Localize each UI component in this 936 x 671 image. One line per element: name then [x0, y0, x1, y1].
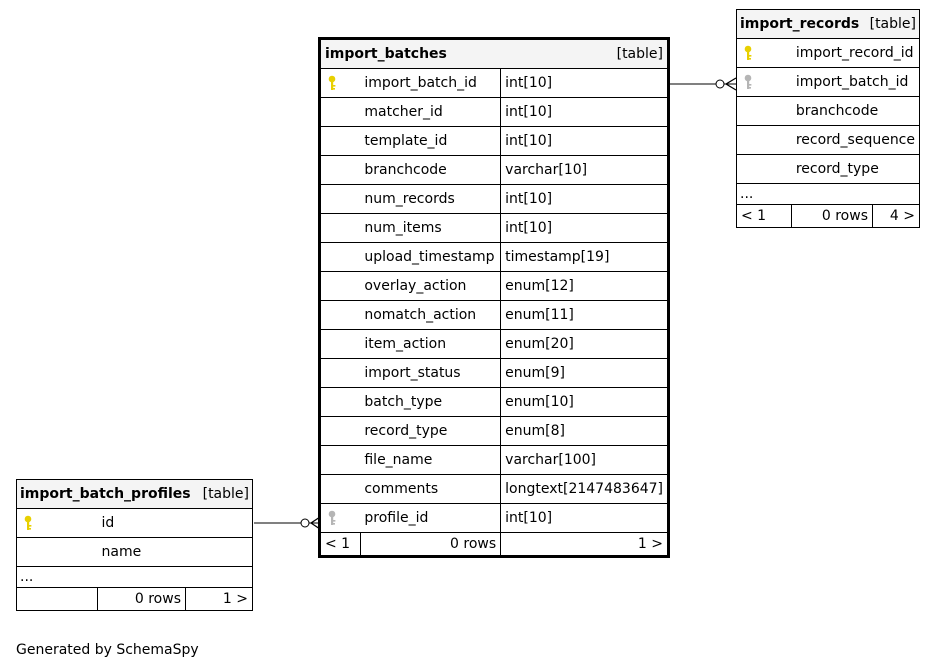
table-footer: [320, 533, 669, 557]
column-type: int[10]: [501, 504, 669, 533]
table-name[interactable]: import_batches: [325, 46, 447, 62]
zero-marker: [301, 519, 309, 527]
column-type: timestamp[19]: [501, 243, 669, 272]
column-name[interactable]: upload_timestamp: [360, 243, 500, 272]
column-type: int[10]: [501, 98, 669, 127]
foreign-key-icon: [327, 510, 337, 526]
key-cell: [320, 185, 361, 214]
column-row[interactable]: [737, 126, 920, 155]
column-type: enum[12]: [501, 272, 669, 301]
column-type: int[10]: [501, 69, 669, 98]
column-row[interactable]: [320, 127, 669, 156]
edge-batches-to-records: [670, 78, 736, 90]
column-name[interactable]: matcher_id: [360, 98, 500, 127]
column-type: enum[9]: [501, 359, 669, 388]
column-row[interactable]: [320, 446, 669, 475]
column-name[interactable]: import_record_id: [792, 39, 920, 68]
column-type: int[10]: [501, 127, 669, 156]
column-name[interactable]: import_batch_id: [792, 68, 920, 97]
column-row[interactable]: [320, 69, 669, 98]
key-cell: [17, 509, 98, 538]
column-type: varchar[100]: [501, 446, 669, 475]
key-cell: [320, 446, 361, 475]
table-name[interactable]: import_batch_profiles: [20, 486, 191, 502]
column-type: longtext[2147483647]: [501, 475, 669, 504]
column-name[interactable]: overlay_action: [360, 272, 500, 301]
table-header: [320, 39, 669, 69]
key-cell: [320, 98, 361, 127]
column-name[interactable]: branchcode: [360, 156, 500, 185]
key-cell: [320, 243, 361, 272]
key-cell: [320, 69, 361, 98]
column-row[interactable]: [320, 272, 669, 301]
column-row[interactable]: [737, 97, 920, 126]
import-batch-profiles-table[interactable]: [16, 479, 253, 611]
parents-count: [17, 588, 98, 611]
table-name[interactable]: import_records: [740, 16, 860, 32]
column-row[interactable]: [320, 359, 669, 388]
row-count: 0 rows: [360, 533, 500, 557]
column-row[interactable]: [320, 185, 669, 214]
ellipsis: ...: [17, 567, 253, 588]
column-row[interactable]: [737, 68, 920, 97]
more-columns-row: [17, 567, 253, 588]
column-row[interactable]: [320, 475, 669, 504]
parents-count: < 1: [320, 533, 361, 557]
primary-key-icon: [743, 45, 753, 61]
column-name[interactable]: import_status: [360, 359, 500, 388]
column-row[interactable]: [320, 301, 669, 330]
column-row[interactable]: [320, 98, 669, 127]
column-name[interactable]: num_items: [360, 214, 500, 243]
column-row[interactable]: [17, 538, 253, 567]
column-row[interactable]: [737, 39, 920, 68]
key-cell: [320, 388, 361, 417]
column-name[interactable]: num_records: [360, 185, 500, 214]
row-count: 0 rows: [792, 205, 873, 228]
key-cell: [320, 156, 361, 185]
column-row[interactable]: [320, 388, 669, 417]
import-batches-table[interactable]: [318, 37, 670, 558]
column-name[interactable]: id: [98, 509, 253, 538]
column-name[interactable]: batch_type: [360, 388, 500, 417]
column-type: enum[10]: [501, 388, 669, 417]
column-name[interactable]: record_type: [360, 417, 500, 446]
column-type: enum[8]: [501, 417, 669, 446]
column-type: enum[20]: [501, 330, 669, 359]
table-footer: [17, 588, 253, 611]
children-count: 1 >: [501, 533, 669, 557]
key-cell: [320, 272, 361, 301]
table-header: [737, 10, 920, 39]
column-row[interactable]: [320, 156, 669, 185]
column-row[interactable]: [320, 214, 669, 243]
column-row[interactable]: [320, 243, 669, 272]
column-name[interactable]: nomatch_action: [360, 301, 500, 330]
table-type-tag: [table]: [869, 16, 916, 32]
table-type-tag: [table]: [202, 486, 249, 502]
key-cell: [737, 155, 792, 184]
key-cell: [320, 417, 361, 446]
key-cell: [737, 126, 792, 155]
column-name[interactable]: branchcode: [792, 97, 920, 126]
generated-by-label: Generated by SchemaSpy: [16, 642, 199, 658]
column-type: varchar[10]: [501, 156, 669, 185]
column-name[interactable]: name: [98, 538, 253, 567]
column-row[interactable]: [737, 155, 920, 184]
column-type: int[10]: [501, 214, 669, 243]
key-cell: [320, 504, 361, 533]
column-row[interactable]: [17, 509, 253, 538]
children-count: 1 >: [186, 588, 253, 611]
key-cell: [737, 68, 792, 97]
row-count: 0 rows: [98, 588, 186, 611]
import-records-table[interactable]: [736, 9, 920, 228]
column-name[interactable]: import_batch_id: [360, 69, 500, 98]
column-name[interactable]: file_name: [360, 446, 500, 475]
primary-key-icon: [327, 75, 337, 91]
key-cell: [737, 97, 792, 126]
key-cell: [320, 301, 361, 330]
column-name[interactable]: record_type: [792, 155, 920, 184]
more-columns-row: [737, 184, 920, 205]
children-count: 4 >: [873, 205, 920, 228]
key-cell: [320, 475, 361, 504]
column-name[interactable]: record_sequence: [792, 126, 920, 155]
column-type: int[10]: [501, 185, 669, 214]
crowfoot-marker: [726, 78, 736, 84]
ellipsis: ...: [737, 184, 920, 205]
key-cell: [320, 330, 361, 359]
key-cell: [737, 39, 792, 68]
table-footer: [737, 205, 920, 228]
column-type: enum[11]: [501, 301, 669, 330]
key-cell: [320, 214, 361, 243]
key-cell: [320, 127, 361, 156]
table-header: [17, 480, 253, 509]
column-name[interactable]: item_action: [360, 330, 500, 359]
primary-key-icon: [23, 515, 33, 531]
key-cell: [17, 538, 98, 567]
column-row[interactable]: [320, 330, 669, 359]
table-type-tag: [table]: [616, 46, 663, 62]
foreign-key-icon: [743, 74, 753, 90]
edge-profiles-to-batches: [254, 517, 320, 529]
parents-count: < 1: [737, 205, 792, 228]
column-row[interactable]: [320, 417, 669, 446]
zero-marker: [716, 80, 724, 88]
column-name[interactable]: profile_id: [360, 504, 500, 533]
column-row[interactable]: [320, 504, 669, 533]
column-name[interactable]: template_id: [360, 127, 500, 156]
key-cell: [320, 359, 361, 388]
column-name[interactable]: comments: [360, 475, 500, 504]
